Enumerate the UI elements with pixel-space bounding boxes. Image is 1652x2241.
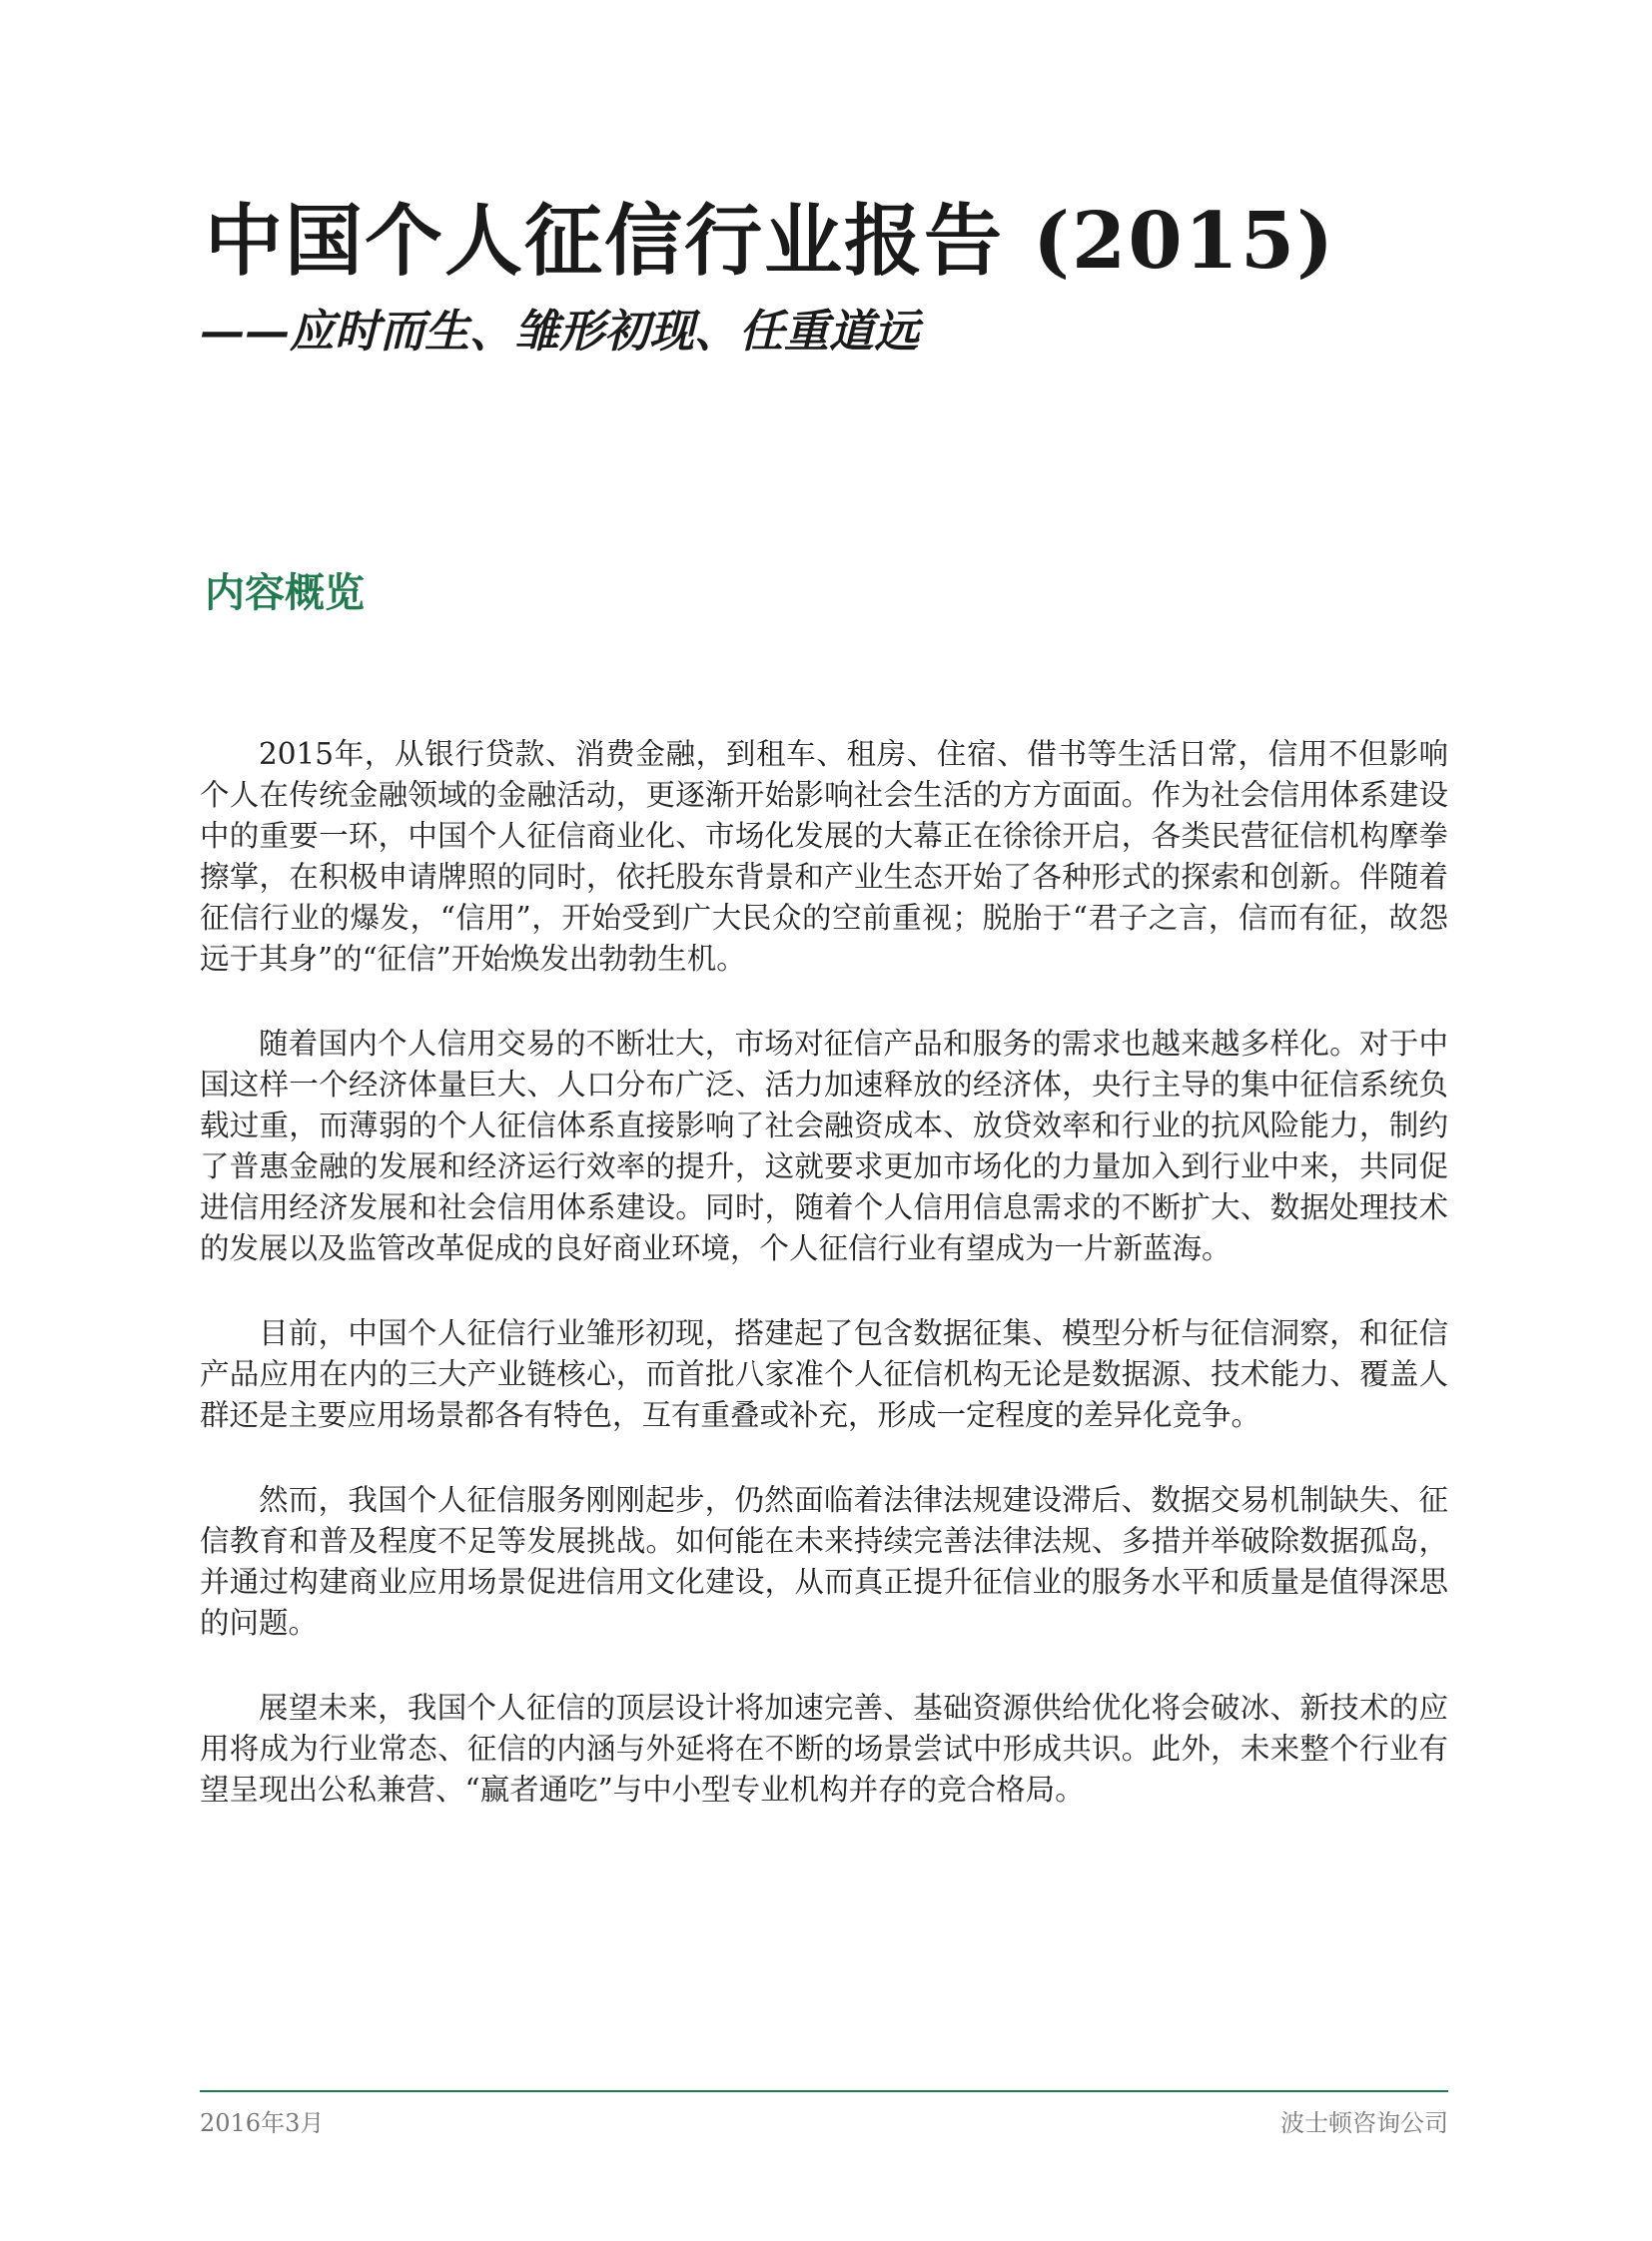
paragraph-3: 目前，中国个人征信行业雏形初现，搭建起了包含数据征集、模型分析与征信洞察，和征信产品应用在内的三大产业链核心，而首批八家准个人征信机构无论是数据源、技术能力、覆盖人群还是主要应用场景都各有特色，互有重叠或补充，形成一定程度的差异化竞争。: [200, 1316, 1448, 1432]
paragraph-2: 随着国内个人信用交易的不断壮大，市场对征信产品和服务的需求也越来越多样化。对于中国这样一个经济体量巨大、人口分布广泛、活力加速释放的经济体，央行主导的集中征信系统负载过重，而薄弱的个人征信体系直接影响了社会融资成本、放贷效率和行业的抗风险能力，制约了普惠金融的发展和经济运行效率的提升，这就要求更加市场化的力量加入到行业中来，共同促进信用经济发展和社会信用体系建设。同时，随着个人信用信息需求的不断扩大、数据处理技术的发展以及监管改革促成的良好商业环境，个人征信行业有望成为一片新蓝海。: [200, 1027, 1448, 1265]
footer-date: 2016年3月: [200, 2109, 325, 2137]
footer-divider: [200, 2090, 1448, 2092]
report-subtitle: ——应时而生、雏形初现、任重道远: [200, 305, 920, 358]
paragraph-1: 2015年，从银行贷款、消费金融，到租车、租房、住宿、借书等生活日常，信用不但影响个人在传统金融领域的金融活动，更逐渐开始影响社会生活的方方面面。作为社会信用体系建设中的重要一环，中国个人征信商业化、市场化发展的大幕正在徐徐开启，各类民营征信机构摩拳擦掌，在积极申请牌照的同时，依托股东背景和产业生态开始了各种形式的探索和创新。伴随着征信行业的爆发，“信用”，开始受到广大民众的空前重视；脱胎于“君子之言，信而有征，故怨远于其身”的“征信”开始焕发出勃勃生机。: [200, 737, 1448, 976]
section-heading: 内容概览: [205, 569, 365, 616]
paragraph-5: 展望未来，我国个人征信的顶层设计将加速完善、基础资源供给优化将会破冰、新技术的应用将成为行业常态、征信的内涵与外延将在不断的场景尝试中形成共识。此外，未来整个行业有望呈现出公私兼营、“赢者通吃”与中小型专业机构并存的竞合格局。: [200, 1691, 1448, 1807]
footer-company: 波士顿咨询公司: [1280, 2109, 1448, 2137]
body-text: [200, 734, 1448, 1855]
paragraph-4: 然而，我国个人征信服务刚刚起步，仍然面临着法律法规建设滞后、数据交易机制缺失、征信教育和普及程度不足等发展挑战。如何能在未来持续完善法律法规、多措并举破除数据孤岛，并通过构建商业应用场景促进信用文化建设，从而真正提升征信业的服务水平和质量是值得深思的问题。: [200, 1483, 1448, 1640]
report-title: 中国个人征信行业报告 (2015): [205, 196, 1336, 287]
